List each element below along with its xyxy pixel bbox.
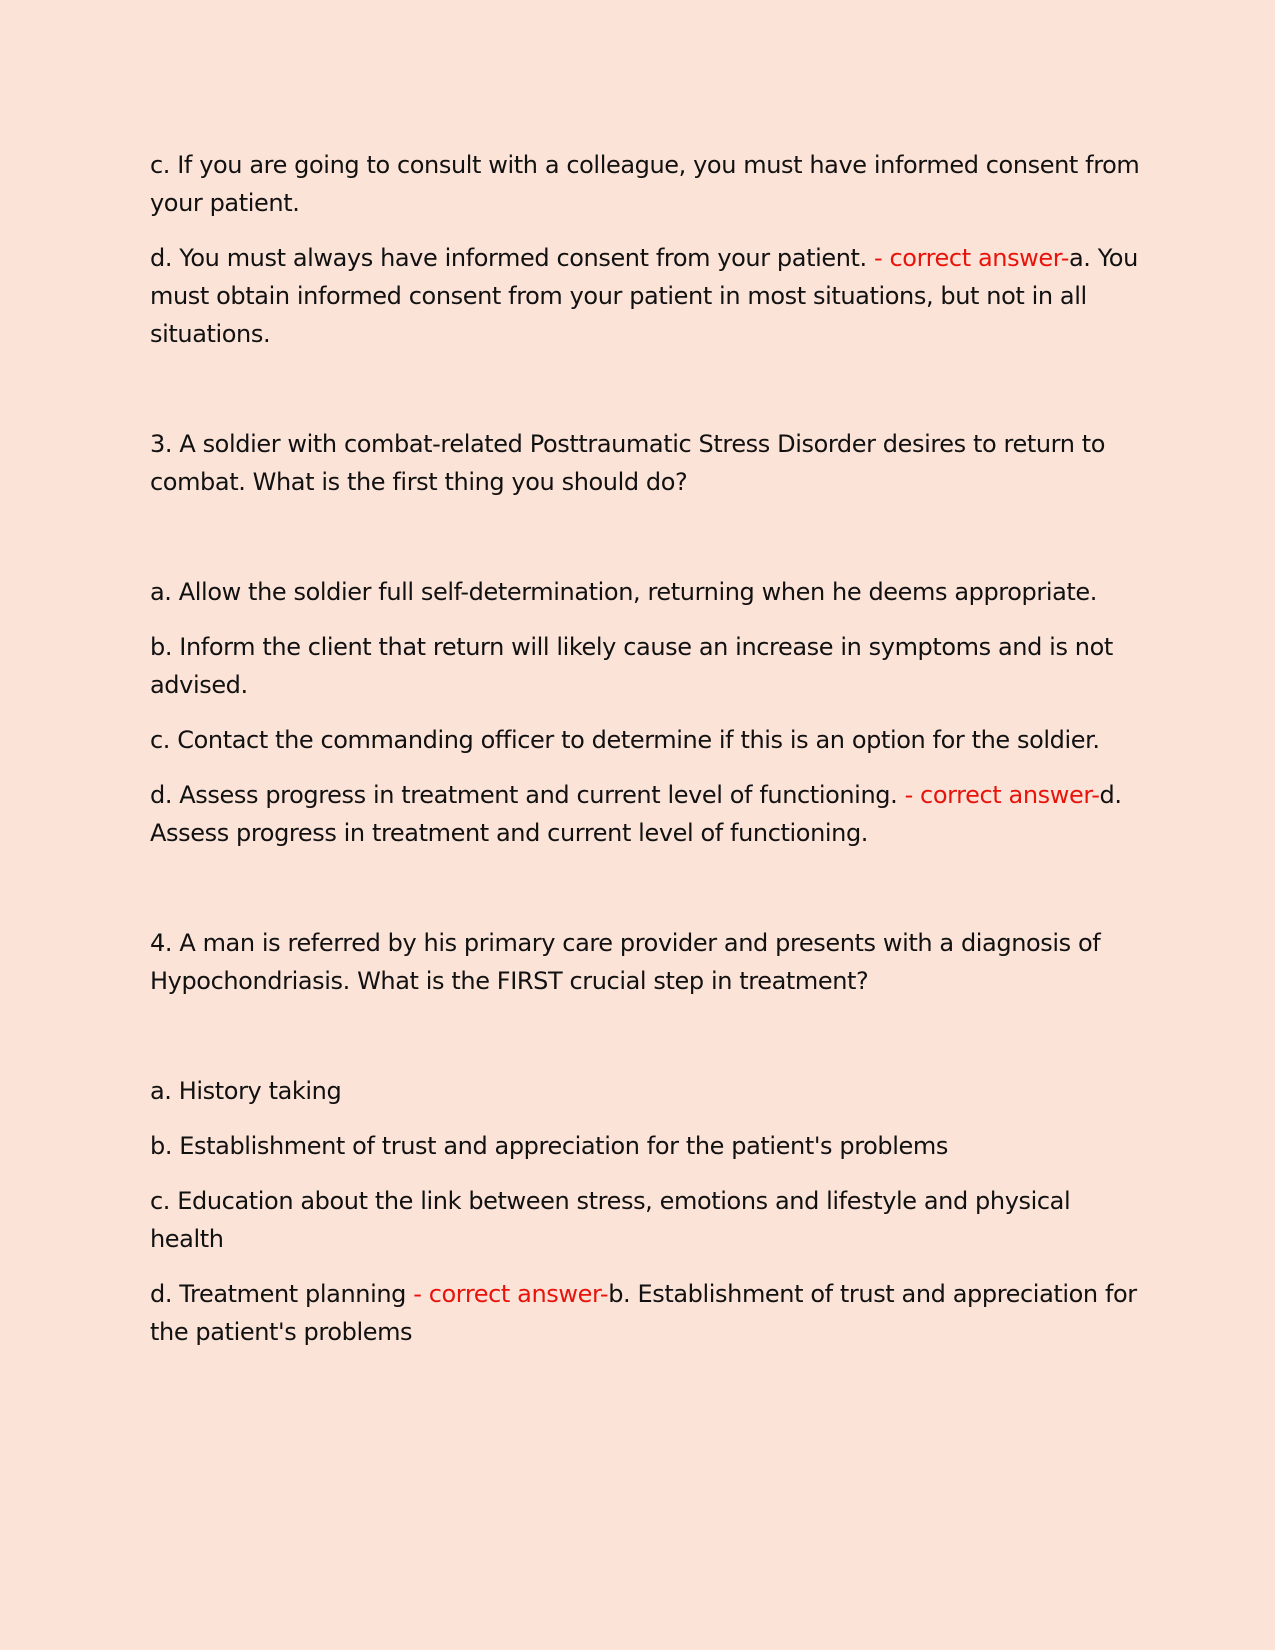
q3-option-d <box>150 776 1140 852</box>
q4-option-c: c. Education about the link between stress, emotions and lifestyle and physical health <box>150 1187 1071 1253</box>
q4-answer-text: b. Establishment of trust and appreciation for the patient's problems <box>150 1280 1137 1346</box>
q3-answer-text: d. Assess progress in treatment and current level of functioning. <box>150 781 1122 847</box>
q3-prompt: 3. A soldier with combat-related Posttraumatic Stress Disorder desires to return to combat. What is the first thing you should do? <box>150 430 1106 496</box>
q4-option-d-text: d. Treatment planning <box>150 1280 414 1308</box>
q4-option-b: b. Establishment of trust and appreciation for the patient's problems <box>150 1132 948 1160</box>
q4-option-d <box>150 1275 1140 1351</box>
q2-answer-text: a. You must obtain informed consent from your patient in most situations, but not in all situations. <box>150 244 1138 348</box>
document-page <box>150 146 1140 1368</box>
q3-answer-tag: - correct answer- <box>904 781 1100 809</box>
q3-option-c: c. Contact the commanding officer to determine if this is an option for the soldier. <box>150 726 1100 754</box>
q4-answer-tag: - correct answer- <box>413 1280 609 1308</box>
q2-option-c: c. If you are going to consult with a colleague, you must have informed consent from your patient. <box>150 151 1140 217</box>
q3-option-b: b. Inform the client that return will likely cause an increase in symptoms and is not advised. <box>150 633 1113 699</box>
q4-prompt: 4. A man is referred by his primary care provider and presents with a diagnosis of Hypochondriasis. What is the FIRST crucial step in treatment? <box>150 929 1101 995</box>
q2-option-d <box>150 239 1140 353</box>
q2-answer-tag: - correct answer- <box>874 244 1069 272</box>
q2-option-d-text: d. You must always have informed consent from your patient. <box>150 244 874 272</box>
q4-option-a: a. History taking <box>150 1077 342 1105</box>
q3-option-d-text: d. Assess progress in treatment and current level of functioning. <box>150 781 905 809</box>
q3-option-a: a. Allow the soldier full self-determination, returning when he deems appropriate. <box>150 578 1098 606</box>
